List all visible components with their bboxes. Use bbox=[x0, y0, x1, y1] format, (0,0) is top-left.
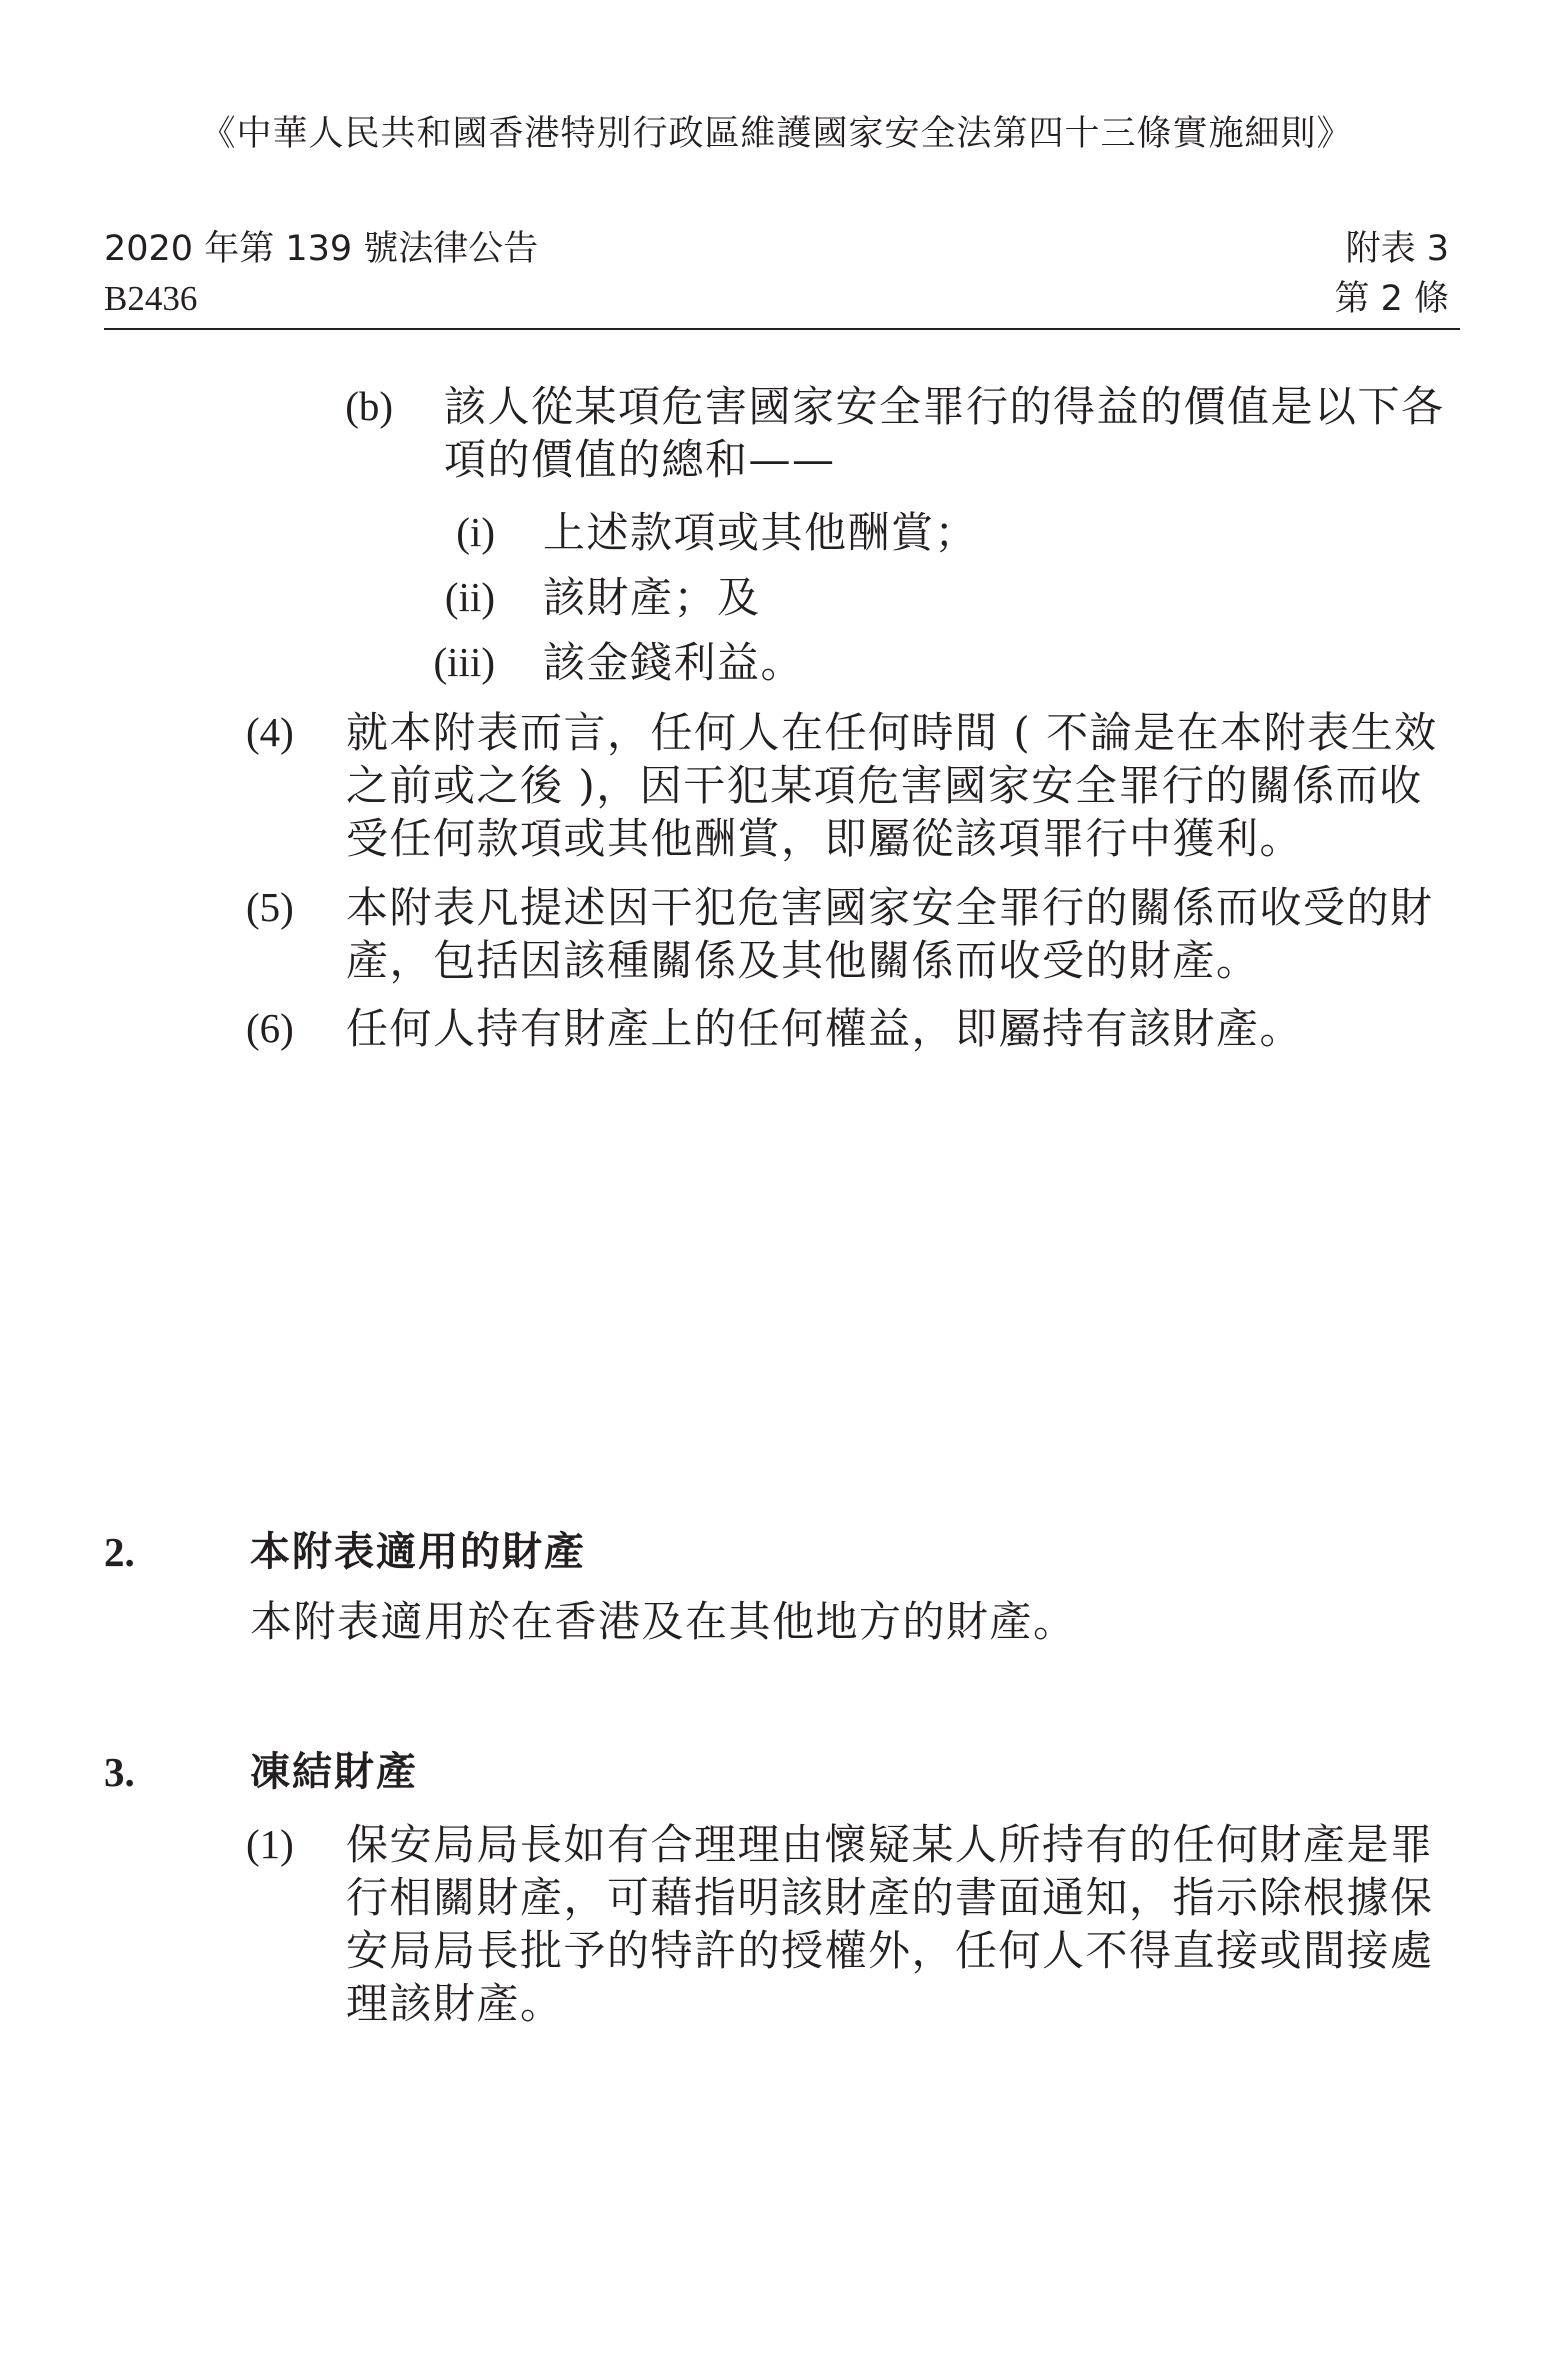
section-3-heading: 凍結財產 bbox=[250, 1749, 418, 1795]
legal-notice-number: 2020 年第 139 號法律公告 bbox=[104, 229, 539, 269]
page-code: B2436 bbox=[104, 279, 198, 318]
clause-b-item-iii-label: (iii) bbox=[433, 639, 495, 685]
clause-b-item-iii-text: 該金錢利益。 bbox=[543, 638, 805, 687]
clause-b-item-i-label: (i) bbox=[456, 509, 495, 555]
subsection-6-text: 任何人持有財產上的任何權益，即屬持有該財產。 bbox=[346, 1004, 1304, 1053]
section-3-subsection-1-text: 保安局局長如有合理理由懷疑某人所持有的任何財產是罪行相關財產，可藉指明該財產的書面通知，指示除根據保安局局長批予的特許的授權外，任何人不得直接或間接處理該財產。 bbox=[346, 1820, 1434, 2028]
section-2-text: 本附表適用於在香港及在其他地方的財產。 bbox=[250, 1597, 1077, 1646]
clause-b-item-ii-label: (ii) bbox=[444, 574, 495, 620]
subsection-4-label: (4) bbox=[246, 709, 294, 755]
section-2-heading: 本附表適用的財產 bbox=[250, 1529, 586, 1575]
section-2-number: 2. bbox=[104, 1529, 135, 1575]
section-label: 第 2 條 bbox=[1334, 279, 1449, 319]
subsection-5-label: (5) bbox=[246, 884, 294, 930]
subsection-6-label: (6) bbox=[246, 1005, 294, 1051]
subsection-4-text: 就本附表而言，任何人在任何時間 ( 不論是在本附表生效之前或之後 )，因干犯某項危害國家安全罪行的關係而收受任何款項或其他酬賞，即屬從該項罪行中獲利。 bbox=[346, 708, 1438, 863]
subsection-5-text: 本附表凡提述因干犯危害國家安全罪行的關係而收受的財產，包括因該種關係及其他關係而收受的財產。 bbox=[346, 883, 1434, 985]
header-rule bbox=[104, 328, 1460, 330]
clause-b-label: (b) bbox=[345, 383, 393, 429]
section-3-number: 3. bbox=[104, 1749, 135, 1795]
page-title: 《中華人民共和國香港特別行政區維護國家安全法第四十三條實施細則》 bbox=[200, 114, 1353, 154]
section-3-subsection-1-label: (1) bbox=[246, 1821, 294, 1867]
clause-b-item-i-text: 上述款項或其他酬賞； bbox=[543, 508, 979, 557]
clause-b-text: 該人從某項危害國家安全罪行的得益的價值是以下各項的價值的總和—— bbox=[444, 382, 1445, 484]
schedule-label: 附表 3 bbox=[1345, 229, 1449, 269]
clause-b-item-ii-text: 該財產；及 bbox=[543, 573, 761, 622]
